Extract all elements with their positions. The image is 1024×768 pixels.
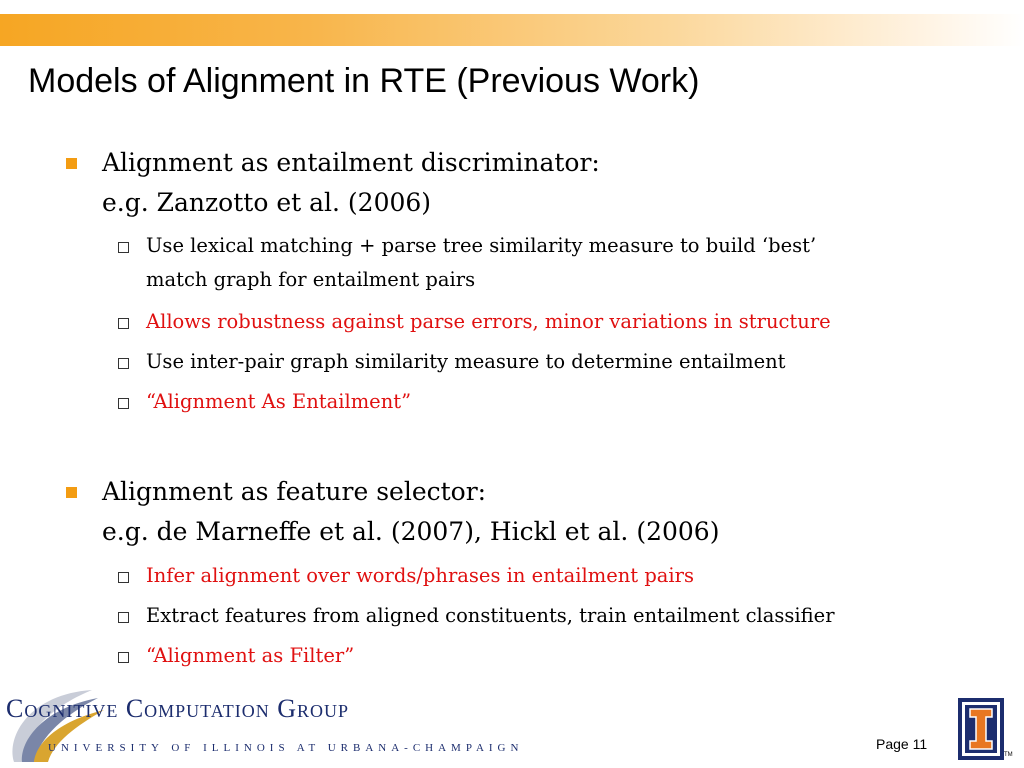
bullet-1-heading: Alignment as entailment discriminator:	[102, 148, 600, 177]
university-name-text: UNIVERSITY OF ILLINOIS AT URBANA-CHAMPAIGN	[48, 742, 524, 754]
sub-bullet-1-1: Use lexical matching + parse tree similarity measure to build ‘best’	[146, 234, 817, 257]
sub-bullet-1-2: Allows robustness against parse errors, minor variations in structure	[146, 310, 831, 333]
sub-bullet-1-1-cont: match graph for entailment pairs	[146, 268, 476, 291]
block-i-logo-icon	[958, 698, 1004, 760]
slide-title: Models of Alignment in RTE (Previous Work)	[28, 62, 700, 100]
bullet-1-reference: e.g. Zanzotto et al. (2006)	[102, 188, 432, 217]
sub-bullet-marker	[118, 612, 129, 623]
trademark-mark: TM	[1004, 752, 1013, 758]
page-number: Page 11	[876, 736, 928, 752]
group-name-text: Cognitive Computation Group	[6, 694, 350, 723]
sub-bullet-marker	[118, 358, 129, 369]
bullet-2-reference: e.g. de Marneffe et al. (2007), Hickl et al. (2006)	[102, 517, 720, 546]
bullet-marker	[66, 487, 77, 498]
sub-bullet-marker	[118, 242, 129, 253]
sub-bullet-1-4: “Alignment As Entailment”	[146, 390, 412, 413]
bullet-marker	[66, 158, 77, 169]
sub-bullet-marker	[118, 318, 129, 329]
sub-bullet-marker	[118, 652, 129, 663]
bullet-2-heading: Alignment as feature selector:	[102, 477, 487, 506]
sub-bullet-2-2: Extract features from aligned constituents, train entailment classifier	[146, 604, 835, 627]
sub-bullet-2-1: Infer alignment over words/phrases in entailment pairs	[146, 564, 694, 587]
sub-bullet-marker	[118, 572, 129, 583]
group-logo	[0, 684, 524, 768]
sub-bullet-2-3: “Alignment as Filter”	[146, 644, 355, 667]
sub-bullet-marker	[118, 398, 129, 409]
sub-bullet-1-3: Use inter-pair graph similarity measure to determine entailment	[146, 350, 786, 373]
